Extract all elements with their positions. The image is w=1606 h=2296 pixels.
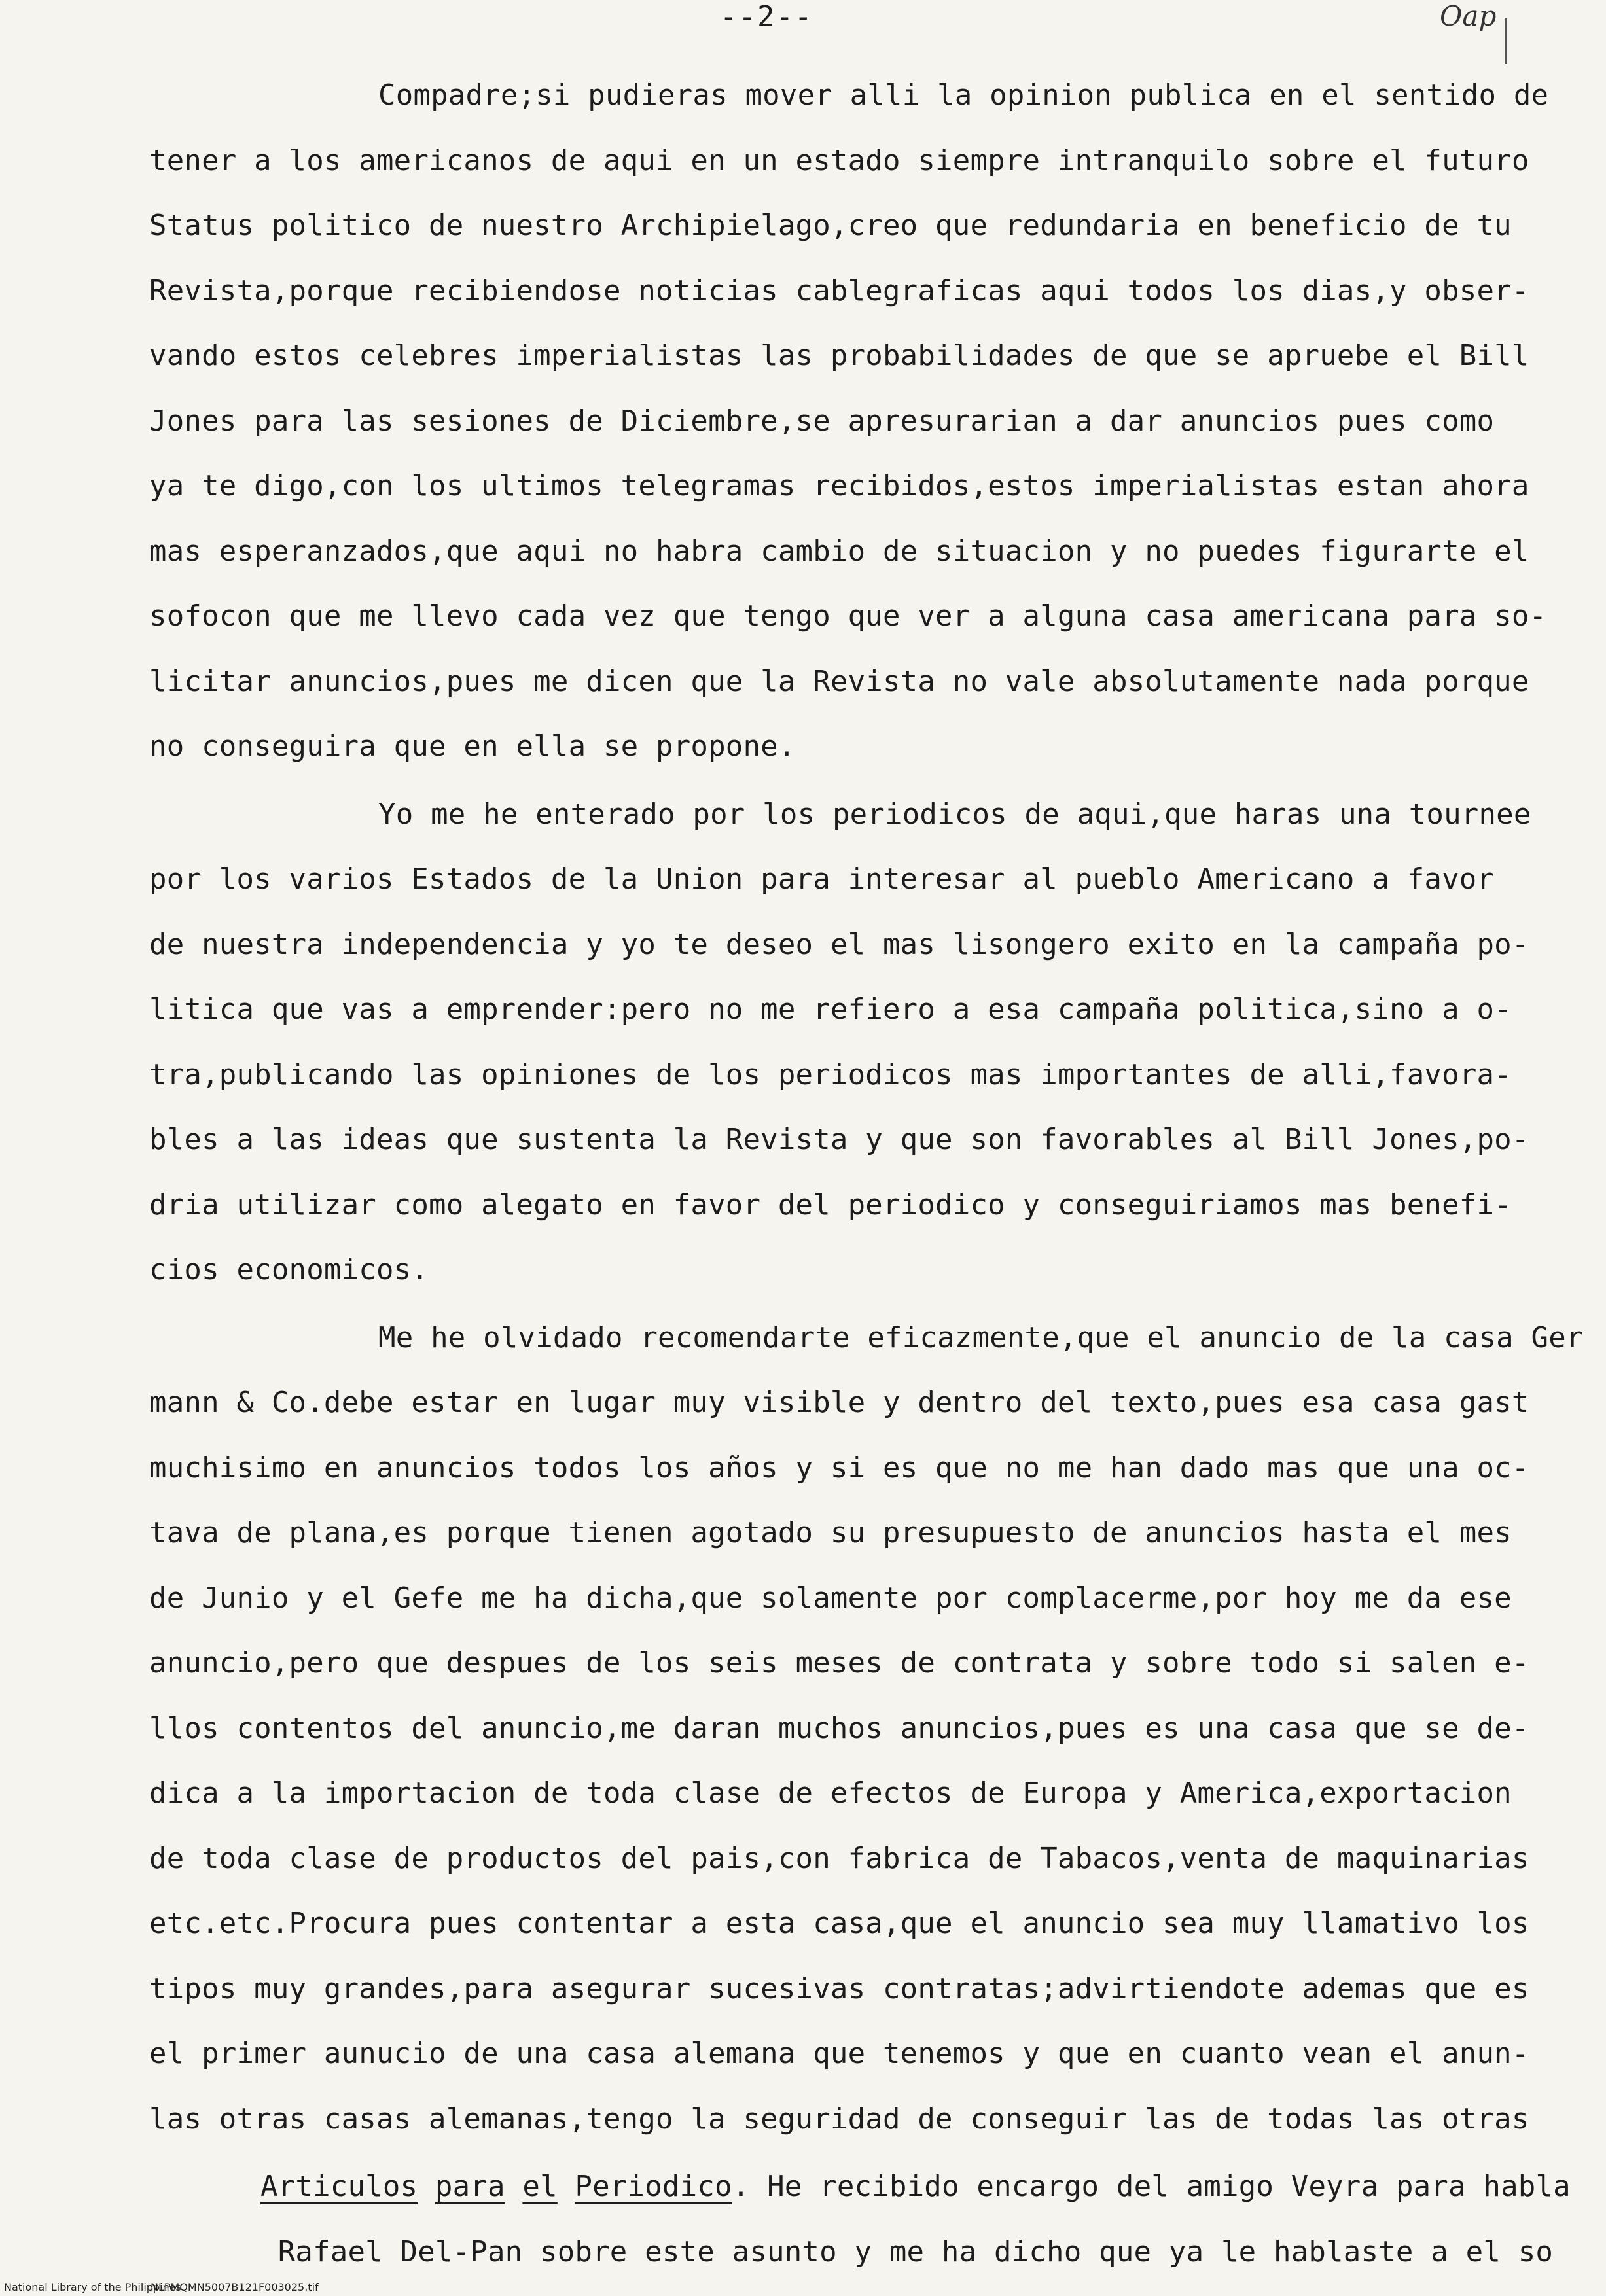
text-line: litica que vas a emprender:pero no me refiero a esa campaña politica,sino a o- — [149, 993, 1512, 1026]
file-reference: NLPMQMN5007B121F003025.tif — [151, 2281, 319, 2293]
text-line: no conseguira que en ella se propone. — [149, 730, 796, 763]
paragraph-1 — [149, 63, 1556, 779]
text-line: mas esperanzados,que aqui no habra cambio de situacion y no puedes figurarte el — [149, 534, 1529, 568]
text-line: de Junio y el Gefe me ha dicha,que solamente por complacerme,por hoy me da ese — [149, 1581, 1512, 1615]
text-line: las otras casas alemanas,tengo la seguridad de conseguir las de todas las otras — [149, 2102, 1529, 2136]
text-line: llos contentos del anuncio,me daran muchos anuncios,pues es una casa que se de- — [149, 1711, 1529, 1745]
text-line: licitar anuncios,pues me dicen que la Revista no vale absolutamente nada porque — [149, 664, 1529, 698]
text-line: Yo me he enterado por los periodicos de aqui,que haras una tournee — [378, 797, 1531, 831]
text-line: Jones para las sesiones de Diciembre,se apresurarian a dar anuncios pues como — [149, 404, 1495, 438]
heading-word: Articulos — [260, 2170, 418, 2203]
text-line: Revista,porque recibiendose noticias cablegraficas aqui todos los dias,y obser- — [149, 274, 1529, 308]
text-line: Status politico de nuestro Archipielago,creo que redundaria en beneficio de tu — [149, 209, 1512, 242]
text-line: ya te digo,con los ultimos telegramas recibidos,estos imperialistas estan ahora — [149, 469, 1529, 503]
text-line: de toda clase de productos del pais,con fabrica de Tabacos,venta de maquinarias — [149, 1841, 1529, 1875]
heading-word: Periodico — [575, 2170, 732, 2203]
text-line: tra,publicando las opiniones de los periodicos mas importantes de alli,favora- — [149, 1057, 1512, 1091]
text-line: dria utilizar como alegato en favor del periodico y conseguiriamos mas benefi- — [149, 1188, 1512, 1222]
text-line: de nuestra independencia y yo te deseo el mas lisongero exito en la campaña po- — [149, 927, 1529, 961]
text-line: Rafael Del-Pan sobre este asunto y me ha dicho que ya le hablaste a el so — [260, 2234, 1554, 2269]
text-fragment: He recibido encargo del amigo Veyra para habla — [749, 2170, 1571, 2203]
text-line: cios economicos. — [149, 1253, 429, 1286]
pencil-mark — [1505, 18, 1507, 64]
text-line: tipos muy grandes,para asegurar sucesivas contratas;advirtiendote ademas que es — [149, 1971, 1529, 2005]
letter-body — [149, 63, 1584, 2287]
section-heading-line — [149, 2154, 1571, 2219]
text-line: etc.etc.Procura pues contentar a esta casa,que el anuncio sea muy llamativo los — [149, 1907, 1529, 1940]
text-line: vando estos celebres imperialistas las probabilidades de que se apruebe el Bill — [149, 339, 1529, 372]
text-line: tener a los americanos de aqui en un estado siempre intranquilo sobre el futuro — [149, 143, 1529, 177]
text-line: bles a las ideas que sustenta la Revista y que son favorables al Bill Jones,po- — [149, 1123, 1529, 1156]
text-line: mann & Co.debe estar en lugar muy visible y dentro del texto,pues esa casa gast — [149, 1386, 1529, 1419]
heading-word: para — [435, 2170, 505, 2203]
paragraph-3 — [149, 1305, 1584, 2152]
text-line: muchisimo en anuncios todos los años y si es que no me han dado mas que una oc- — [149, 1451, 1529, 1485]
text-line: Compadre;si pudieras mover alli la opinion publica en el sentido de — [378, 79, 1549, 112]
text-line: anuncio,pero que despues de los seis meses de contrata y sobre todo si salen e- — [149, 1646, 1529, 1680]
text-line: Me he olvidado recomendarte eficazmente,que el anuncio de la casa Ger — [378, 1320, 1584, 1354]
library-credit: National Library of the Philippines — [4, 2281, 181, 2293]
heading-word: el — [522, 2170, 558, 2203]
text-line: tava de plana,es porque tienen agotado su presupuesto de anuncios hasta el mes — [149, 1516, 1512, 1549]
text-line: dica a la importacion de toda clase de efectos de Europa y America,exportacion — [149, 1776, 1512, 1810]
page-number: --2-- — [720, 0, 813, 33]
text-line: el primer aunucio de una casa alemana que tenemos y que en cuanto vean el anun- — [149, 2037, 1529, 2070]
handwritten-annotation: Oap — [1440, 0, 1497, 32]
heading-period: . — [732, 2170, 750, 2203]
text-line: por los varios Estados de la Union para interesar al pueblo Americano a favor — [149, 862, 1495, 896]
text-line: sofocon que me llevo cada vez que tengo que ver a alguna casa americana para so- — [149, 599, 1547, 633]
paragraph-2 — [149, 782, 1556, 1303]
section-articulos — [149, 2154, 1571, 2284]
